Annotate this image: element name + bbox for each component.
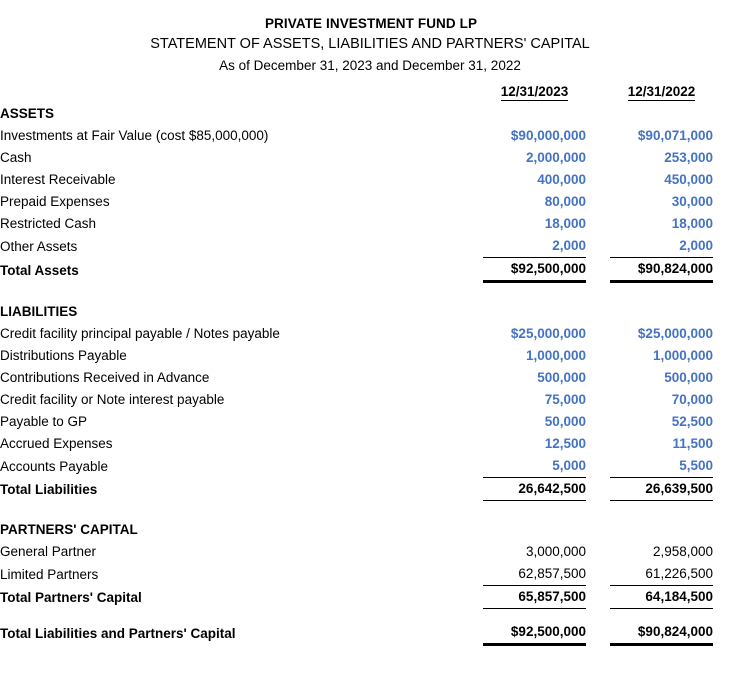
row-value-period-2: 30,000 [671,194,713,209]
row-pad [713,169,730,191]
table-row [0,389,730,411]
table-row [0,563,730,586]
row-value-period-1: 2,000 [552,238,586,253]
row-value-period-2: 2,958,000 [652,544,713,559]
row-pad [713,345,730,367]
row-label: Restricted Cash [0,216,97,231]
row-pad [713,191,730,213]
total-value-assets-period-2: $90,824,000 [610,258,713,282]
table-row [0,541,730,563]
row-label: Credit facility or Note interest payable [0,392,225,407]
row-label: Accrued Expenses [0,436,113,451]
row-gap [586,191,610,213]
total-row-partners-capital [0,586,730,609]
column-header-period-1 [483,81,586,103]
row-gap [586,345,610,367]
row-pad [713,125,730,147]
spacer-cell [0,282,483,302]
total-gap [586,478,610,501]
section-spacer [0,282,730,302]
section-heading-row-partners-capital [0,519,730,541]
row-pad [713,563,730,586]
total-value-partners-capital-period-1: 65,857,500 [483,586,586,609]
row-value-period-2: 1,000,000 [652,348,713,363]
row-gap [586,563,610,586]
table-row [0,367,730,389]
row-value-period-2: 2,000 [679,238,713,253]
total-pad [713,586,730,609]
sec-assets-pad [713,103,730,125]
row-value-period-2: 450,000 [664,172,713,187]
row-gap [586,455,610,478]
section-spacer [0,501,730,520]
row-gap [586,367,610,389]
row-value-period-2: $90,071,000 [637,128,713,143]
row-gap [586,125,610,147]
period-2-label: 12/31/2022 [627,84,696,99]
table-row [0,455,730,478]
spacer-cell [586,501,610,520]
row-gap [586,411,610,433]
row-label: Investments at Fair Value (cost $85,000,000) [0,128,269,143]
grand-total-gap [586,621,610,645]
section-heading-assets: ASSETS [0,106,55,121]
spacer-cell [713,501,730,520]
row-gap [586,147,610,169]
row-value-period-1: 400,000 [537,172,586,187]
sec-pc-v1-blank [483,519,586,541]
row-value-period-2: 70,000 [671,392,713,407]
spacer-cell [610,282,713,302]
row-value-period-2: 253,000 [664,150,713,165]
total-gap [586,258,610,282]
row-value-period-1: 1,000,000 [525,348,586,363]
table-row [0,147,730,169]
row-pad [713,389,730,411]
spacer-cell [0,609,483,622]
spacer-cell [713,609,730,622]
page-subtitle: STATEMENT OF ASSETS, LIABILITIES AND PARTNERS' CAPITAL [150,36,590,52]
spacer-cell [0,501,483,520]
row-value-period-1: 5,000 [552,458,586,473]
row-label: General Partner [0,544,97,559]
row-pad [713,455,730,478]
table-row [0,433,730,455]
row-pad [713,433,730,455]
table-row [0,235,730,258]
spacer-cell [713,282,730,302]
total-gap [586,586,610,609]
total-value-liabilities-period-1: 26,642,500 [483,478,586,501]
row-value-period-2: 5,500 [679,458,713,473]
sec-assets-v1-blank [483,103,586,125]
grand-total-value-period-1: $92,500,000 [483,621,586,645]
row-value-period-1: 500,000 [537,370,586,385]
spacer-cell [483,282,586,302]
sec-liab-gap [586,301,610,323]
sec-assets-v2-blank [610,103,713,125]
document-title-block [0,0,730,76]
table-row [0,411,730,433]
spacer-cell [610,609,713,622]
sec-liab-v1-blank [483,301,586,323]
total-label-partners-capital: Total Partners' Capital [0,589,142,605]
statement-table [0,81,730,646]
sec-pc-gap [586,519,610,541]
table-row [0,213,730,235]
table-row [0,169,730,191]
row-value-period-1: 75,000 [544,392,586,407]
total-row-liabilities [0,478,730,501]
grand-total-row [0,621,730,645]
sec-liab-pad [713,301,730,323]
row-value-period-1: $25,000,000 [510,326,586,341]
row-value-period-1: 3,000,000 [525,544,586,559]
total-value-assets-period-1: $92,500,000 [483,258,586,282]
row-gap [586,389,610,411]
column-header-row [0,81,730,103]
row-value-period-1: 80,000 [544,194,586,209]
grand-total-value-period-2: $90,824,000 [610,621,713,645]
spacer-cell [586,609,610,622]
table-row [0,125,730,147]
row-value-period-2: 18,000 [671,216,713,231]
row-value-period-1: 12,500 [544,436,586,451]
sec-assets-gap [586,103,610,125]
row-label: Distributions Payable [0,348,127,363]
row-gap [586,213,610,235]
row-label: Accounts Payable [0,458,109,474]
sec-pc-pad [713,519,730,541]
period-1-label: 12/31/2023 [500,84,569,99]
spacer-cell [483,501,586,520]
column-header-period-2 [610,81,713,103]
table-row [0,345,730,367]
row-value-period-2: 11,500 [672,436,713,451]
section-heading-liabilities: LIABILITIES [0,304,78,319]
row-pad [713,323,730,345]
spacer-cell [610,501,713,520]
page-title: PRIVATE INVESTMENT FUND LP [264,16,478,31]
table-row [0,323,730,345]
table-row [0,191,730,213]
total-row-assets [0,258,730,282]
row-pad [713,541,730,563]
section-heading-row-liabilities [0,301,730,323]
grand-total-label: Total Liabilities and Partners' Capital [0,625,236,641]
row-label: Other Assets [0,238,78,254]
row-value-period-2: $25,000,000 [637,326,713,341]
row-label: Cash [0,150,32,165]
page-date-line: As of December 31, 2023 and December 31, 2022 [219,58,521,73]
row-value-period-2: 52,500 [671,414,713,429]
row-gap [586,541,610,563]
section-heading-partners-capital: PARTNERS' CAPITAL [0,522,138,537]
row-value-period-1: 18,000 [544,216,586,231]
statement-body [0,81,730,645]
row-label: Credit facility principal payable / Notes payable [0,326,280,341]
sec-pc-v2-blank [610,519,713,541]
column-header-label-cell [0,81,483,103]
column-pad-1 [713,81,730,103]
row-gap [586,433,610,455]
row-label: Prepaid Expenses [0,194,110,209]
total-value-liabilities-period-2: 26,639,500 [610,478,713,501]
row-label: Contributions Received in Advance [0,370,210,385]
total-pad [713,258,730,282]
row-pad [713,367,730,389]
row-gap [586,169,610,191]
total-value-partners-capital-period-2: 64,184,500 [610,586,713,609]
row-gap [586,235,610,258]
row-value-period-2: 500,000 [664,370,713,385]
grand-total-spacer [0,609,730,622]
row-pad [713,411,730,433]
spacer-cell [483,609,586,622]
row-pad [713,213,730,235]
column-gap-1 [586,81,610,103]
total-pad [713,478,730,501]
row-label: Interest Receivable [0,172,116,187]
row-pad [713,147,730,169]
row-value-period-2: 61,226,500 [645,566,713,581]
row-value-period-1: 2,000,000 [525,150,586,165]
sec-liab-v2-blank [610,301,713,323]
section-heading-row-assets [0,103,730,125]
total-label-assets: Total Assets [0,262,79,278]
row-value-period-1: 50,000 [544,414,586,429]
row-pad [713,235,730,258]
spacer-cell [586,282,610,302]
row-value-period-1: 62,857,500 [518,566,586,581]
grand-total-pad [713,621,730,645]
total-label-liabilities: Total Liabilities [0,481,98,497]
row-label: Limited Partners [0,566,99,582]
row-value-period-1: $90,000,000 [510,128,586,143]
row-label: Payable to GP [0,414,88,429]
row-gap [586,323,610,345]
